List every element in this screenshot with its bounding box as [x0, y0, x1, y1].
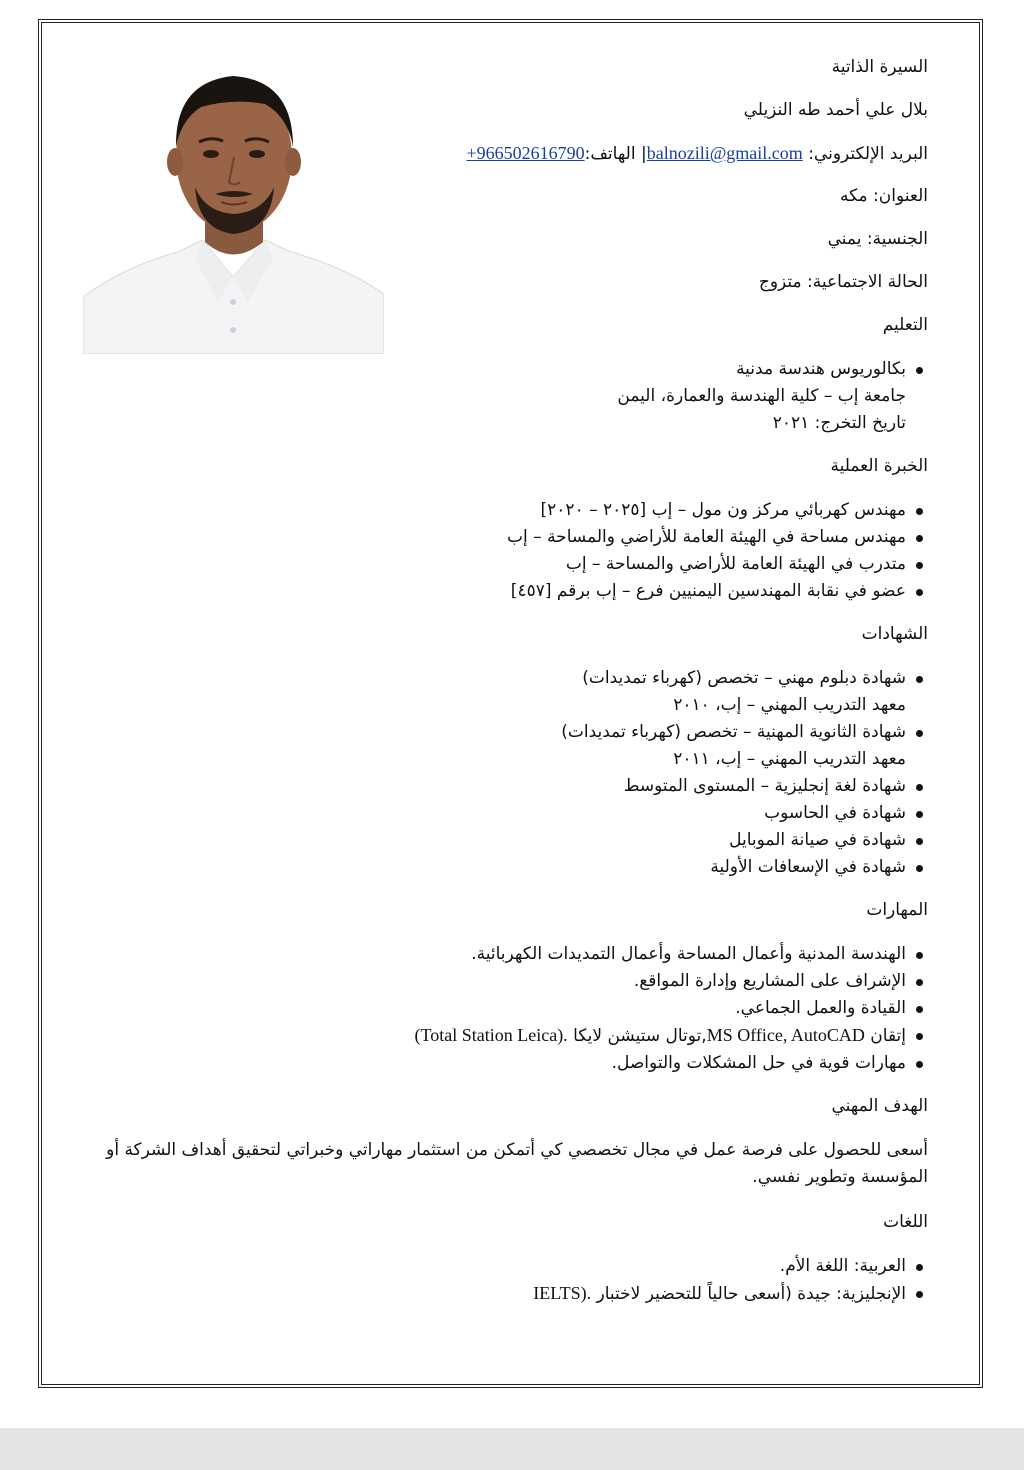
- certificate-title: شهادة دبلوم مهني – تخصص (كهرباء تمديدات): [582, 668, 906, 688]
- experience-item: متدرب في الهيئة العامة للأراضي والمساحة – إب: [78, 551, 906, 578]
- skill-item-software: إتقان MS Office, AutoCAD,توتال ستيشن لايكا (Total Station Leica).: [78, 1022, 906, 1050]
- skill-software-prefix: إتقان: [870, 1026, 906, 1046]
- cv-title: السيرة الذاتية: [831, 57, 928, 77]
- language-item-arabic: العربية: اللغة الأم.: [78, 1253, 906, 1280]
- certificate-item: [78, 665, 906, 719]
- education-heading: التعليم: [882, 315, 928, 335]
- education-list: [78, 356, 928, 437]
- education-university: جامعة إب – كلية الهندسة والعمارة، اليمن: [617, 386, 906, 406]
- languages-heading: اللغات: [883, 1212, 928, 1232]
- language-item-english: [78, 1280, 906, 1308]
- certificate-item: شهادة في الإسعافات الأولية: [78, 854, 906, 881]
- skill-item: الإشراف على المشاريع وإدارة المواقع.: [78, 968, 906, 995]
- certificate-item: [78, 719, 906, 773]
- skills-heading: المهارات: [866, 900, 928, 920]
- certificates-heading: الشهادات: [861, 624, 928, 644]
- education-item: [78, 356, 906, 437]
- phone-label: الهاتف:: [584, 144, 636, 164]
- contact-separator: |: [641, 144, 647, 164]
- certificates-list: [78, 665, 928, 881]
- skill-item: القيادة والعمل الجماعي.: [78, 995, 906, 1022]
- full-name: بلال علي أحمد طه النزيلي: [743, 100, 928, 120]
- skills-list: [78, 941, 928, 1077]
- certificate-item: شهادة في الحاسوب: [78, 800, 906, 827]
- certificate-detail: معهد التدريب المهني – إب، ٢٠١٠: [673, 695, 906, 715]
- objective-text: أسعى للحصول على فرصة عمل في مجال تخصصي كي أتمكن من استثمار مهاراتي وخبراتي لتحقيق أهداف الشركة أو المؤسسة وتطوير نفسي.: [106, 1140, 928, 1187]
- email-label: البريد الإلكتروني:: [808, 144, 928, 164]
- skill-software-middle: توتال ستيشن لايكا: [573, 1026, 702, 1046]
- marital-status: الحالة الاجتماعية: متزوج: [758, 272, 928, 292]
- email-link[interactable]: balnozili@gmail.com: [646, 143, 803, 163]
- experience-heading: الخبرة العملية: [830, 456, 928, 476]
- language-english-prefix: الإنجليزية: جيدة (أسعى حالياً للتحضير لاختبار: [596, 1284, 906, 1304]
- languages-list: [78, 1253, 928, 1308]
- certificate-title: شهادة الثانوية المهنية – تخصص (كهرباء تمديدات): [561, 722, 906, 742]
- skill-item: الهندسة المدنية وأعمال المساحة وأعمال التمديدات الكهربائية.: [78, 941, 906, 968]
- phone-link[interactable]: +966502616790: [466, 143, 585, 163]
- education-degree: بكالوريوس هندسة مدنية: [736, 359, 906, 379]
- cv-content: [78, 54, 928, 1324]
- skill-item: مهارات قوية في حل المشكلات والتواصل.: [78, 1050, 906, 1077]
- objective-heading: الهدف المهني: [831, 1096, 928, 1116]
- skill-software-latin2: (Total Station Leica).: [414, 1025, 568, 1045]
- education-graduation: تاريخ التخرج: ٢٠٢١: [772, 413, 906, 433]
- nationality: الجنسية: يمني: [827, 229, 928, 249]
- address: العنوان: مكه: [840, 186, 928, 206]
- certificate-detail: معهد التدريب المهني – إب، ٢٠١١: [673, 749, 906, 769]
- experience-item: عضو في نقابة المهندسين اليمنيين فرع – إب برقم [٤٥٧]: [78, 578, 906, 605]
- experience-item: مهندس كهربائي مركز ون مول – إب [٢٠٢٥ – ٢٠٢٠]: [78, 497, 906, 524]
- skill-software-latin: MS Office, AutoCAD: [706, 1025, 865, 1045]
- certificate-item: شهادة لغة إنجليزية – المستوى المتوسط: [78, 773, 906, 800]
- experience-list: [78, 497, 928, 605]
- contact-line: [78, 140, 928, 183]
- experience-item: مهندس مساحة في الهيئة العامة للأراضي والمساحة – إب: [78, 524, 906, 551]
- language-english-latin: IELTS).: [533, 1283, 592, 1303]
- certificate-item: شهادة في صيانة الموبايل: [78, 827, 906, 854]
